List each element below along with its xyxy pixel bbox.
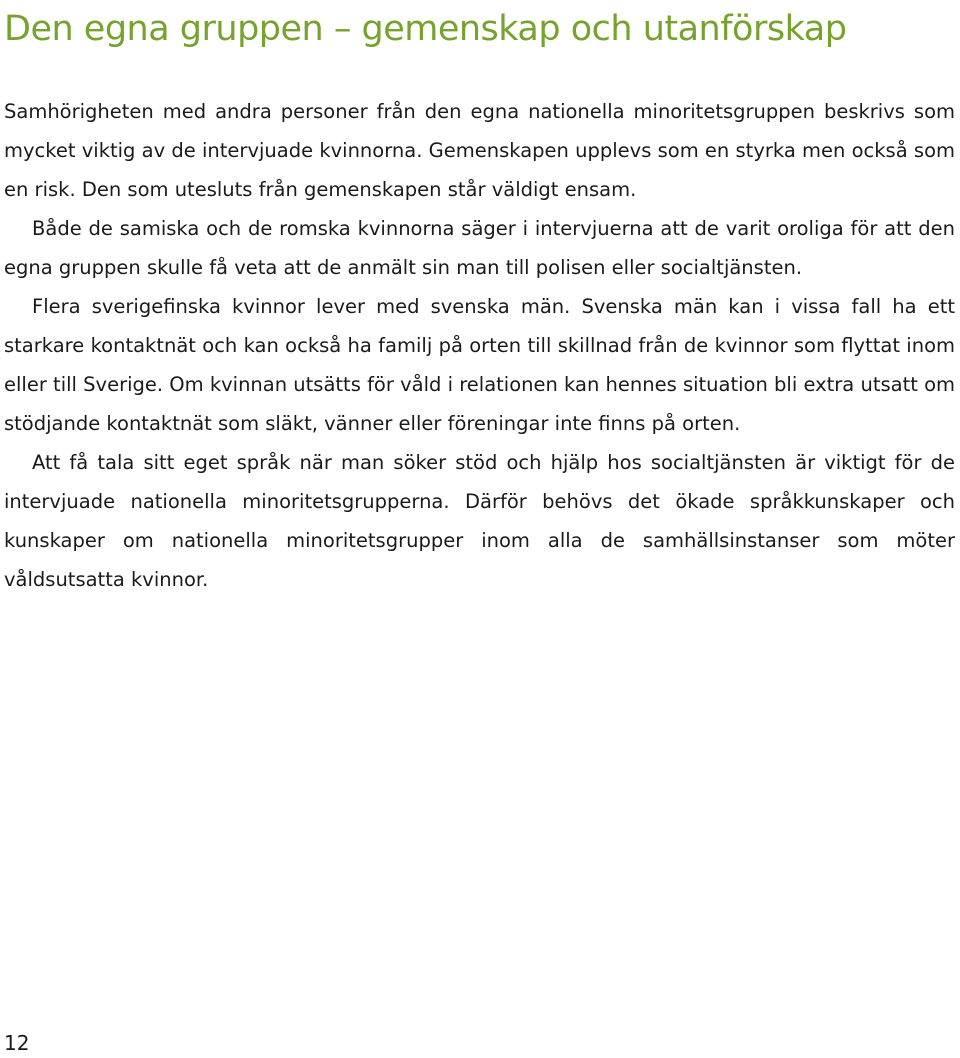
paragraph-2: Både de samiska och de romska kvinnorna säger i intervjuerna att de varit oroliga för att den egna gruppen skulle få veta att de anmält sin man till polisen eller socialtjänsten.	[4, 217, 955, 279]
paragraph-4: Att få tala sitt eget språk när man söker stöd och hjälp hos socialtjänsten är viktigt för de intervjuade nationella minoritetsgrupperna. Därför behövs det ökade språkkunskaper och kunskaper om nationella minoritetsgrupper inom alla de samhällsinstanser som möter våldsutsatta kvinnor.	[4, 451, 955, 591]
paragraph-3: Flera sverigefinska kvinnor lever med svenska män. Svenska män kan i vissa fall ha ett starkare kontaktnät och kan också ha familj på orten till skillnad från de kvinnor som flyttat inom eller till Sverige. Om kvinnan utsätts för våld i relationen kan hennes situation bli extra utsatt om stödjande kontaktnät som släkt, vänner eller föreningar inte finns på orten.	[4, 295, 955, 435]
body-text	[4, 92, 955, 599]
page-number: 12	[4, 1031, 30, 1055]
page-title: Den egna gruppen – gemenskap och utanförskap	[4, 9, 847, 49]
paragraph-1: Samhörigheten med andra personer från den egna nationella minoritetsgruppen beskrivs som mycket viktig av de intervjuade kvinnorna. Gemenskapen upplevs som en styrka men också som en risk. Den som utesluts från gemenskapen står väldigt ensam.	[4, 100, 955, 201]
